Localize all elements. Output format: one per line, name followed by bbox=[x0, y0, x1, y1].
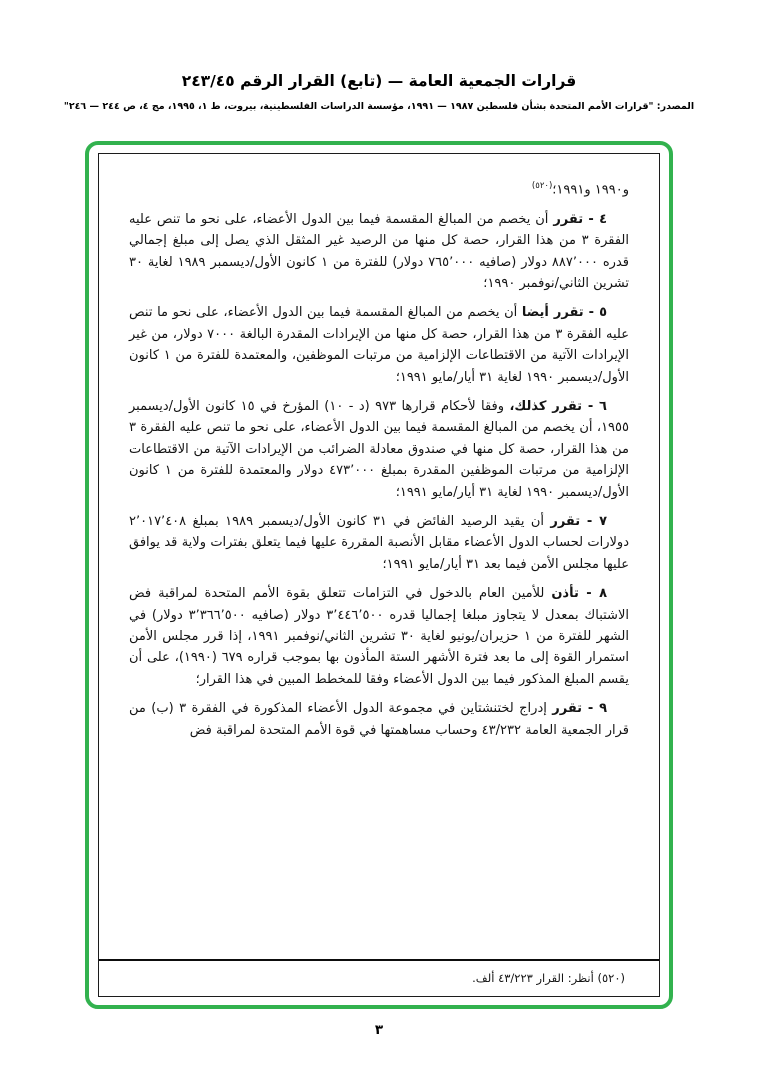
paragraph-lead: ٥ - تقرر أيضا bbox=[521, 305, 608, 321]
footnote-text: (٥٢٠) أنظر: القرار ٤٣/٢٢٣ ألف. bbox=[472, 971, 625, 985]
paragraph-lead: ٧ - تقرر bbox=[550, 514, 607, 530]
paragraph-lead: ٦ - تقرر كذلك، bbox=[509, 398, 607, 414]
document-header bbox=[0, 72, 758, 112]
intro-text: و١٩٩٠ و١٩٩١؛ bbox=[552, 182, 629, 198]
paragraph-text: وفقا لأحكام قرارها ٩٧٣ (د - ١٠) المؤرخ في ١٥ كانون الأول/ديسمبر ١٩٥٥، أن يخصم من المبالغ المقسمة فيما بين الدول الأعضاء، على نحو ما تنص عليه الفقرة ٣ من هذا القرار، حصة كل منها في صندوق معادلة الضرائب من الإيرادات الآتية من الاقتطاعات الإلزامية من مرتبات الموظفين المقدرة بمبلغ ٤٧٣٬٠٠٠ دولار والمعتمدة للفترة من ١ كانون الأول/ديسمبر ١٩٩٠ لغاية ٣١ أيار/مايو ١٩٩١؛ bbox=[129, 398, 629, 500]
page-number: ٣ bbox=[374, 1022, 384, 1038]
green-frame bbox=[85, 141, 673, 1009]
resolution-paragraph bbox=[129, 396, 629, 503]
paragraph-lead: ٤ - تقرر bbox=[553, 211, 607, 227]
page-title: قرارات الجمعية العامة — (تابع) القرار الرقم ٢٤٣/٤٥ bbox=[181, 72, 577, 90]
footnote-area bbox=[129, 957, 629, 986]
resolution-paragraph bbox=[129, 209, 629, 295]
footnote-divider bbox=[99, 959, 659, 961]
paragraph-text: للأمين العام بالدخول في التزامات تتعلق بقوة الأمم المتحدة لمراقبة فض الاشتباك بمعدل لا يتجاوز مبلغا إجماليا قدره ٣٬٤٤٦٬٥٠٠ دولار (صافيه ٣٬٣٦٦٬٥٠٠ دولار) في الشهر للفترة من ١ حزيران/يونيو لغاية ٣٠ تشرين الثاني/نوفمبر ١٩٩١، إذا قرر مجلس الأمن استمرار القوة إلى ما بعد فترة الأشهر الستة المأذون بها بموجب قراره ٦٧٩ (١٩٩٠)، على أن يقسم المبلغ المذكور فيما بين الدول الأعضاء وفقا للمخطط المبين في هذا القرار؛ bbox=[129, 586, 629, 687]
paragraph-text: أن يقيد الرصيد الفائض في ٣١ كانون الأول/ديسمبر ١٩٨٩ بمبلغ ٢٬٠١٧٬٤٠٨ دولارات لحساب الدول الأعضاء مقابل الأنصبة المقررة عليها فيما يتعلق بفترات ولاية قد يوافق عليها مجلس الأمن فيما بعد ٣١ أيار/مايو ١٩٩١؛ bbox=[129, 514, 629, 572]
text-box bbox=[98, 153, 660, 997]
resolution-paragraph bbox=[129, 583, 629, 690]
paragraph-text: أن يخصم من المبالغ المقسمة فيما بين الدول الأعضاء، على نحو ما تنص عليه الفقرة ٣ من هذا القرار، حصة كل منها من الرصيد غير المثقل الذي يصل إلى مبلغ إجمالي قدره ٨٨٧٬٠٠٠ دولار (صافيه ٧٦٥٬٠٠٠ دولار) للفترة من ١ كانون الأول/ديسمبر ١٩٨٩ لغاية ٣٠ تشرين الثاني/نوفمبر ١٩٩٠؛ bbox=[129, 211, 629, 291]
resolution-paragraph bbox=[129, 698, 629, 741]
footnote-ref: (٥٢٠) bbox=[531, 181, 553, 191]
paragraph-lead: ٩ - تقرر bbox=[552, 701, 607, 717]
resolution-text bbox=[129, 176, 629, 957]
source-line: المصدر: "قرارات الأمم المتحدة بشأن فلسطين ١٩٨٧ — ١٩٩١، مؤسسة الدراسات الفلسطينية، بيروت، ط ١، ١٩٩٥، مج ٤، ص ٢٤٤ — ٢٤٦" bbox=[63, 101, 695, 112]
paragraph-text: إدراج لختنشتاين في مجموعة الدول الأعضاء المذكورة في الفقرة ٣ (ب) من قرار الجمعية العامة ٤٣/٢٣٢ وحساب مساهمتها في قوة الأمم المتحدة لمراقبة فض bbox=[129, 701, 629, 738]
paragraph-text: أن يخصم من المبالغ المقسمة فيما بين الدول الأعضاء، على نحو ما تنص عليه الفقرة ٣ من هذا القرار، حصة كل منها من الإيرادات المقدرة البالغة ٧٠٠٠ دولار، من غير الإيرادات الآتية من الاقتطاعات الإلزامية من مرتبات الموظفين، والمعتمدة للفترة من ١ كانون الأول/ديسمبر ١٩٩٠ لغاية ٣١ أيار/مايو ١٩٩١؛ bbox=[129, 305, 629, 385]
paragraph-lead: ٨ - تأذن bbox=[551, 586, 607, 602]
resolution-paragraph bbox=[129, 511, 629, 575]
resolution-paragraph bbox=[129, 302, 629, 388]
intro-line bbox=[129, 176, 629, 201]
